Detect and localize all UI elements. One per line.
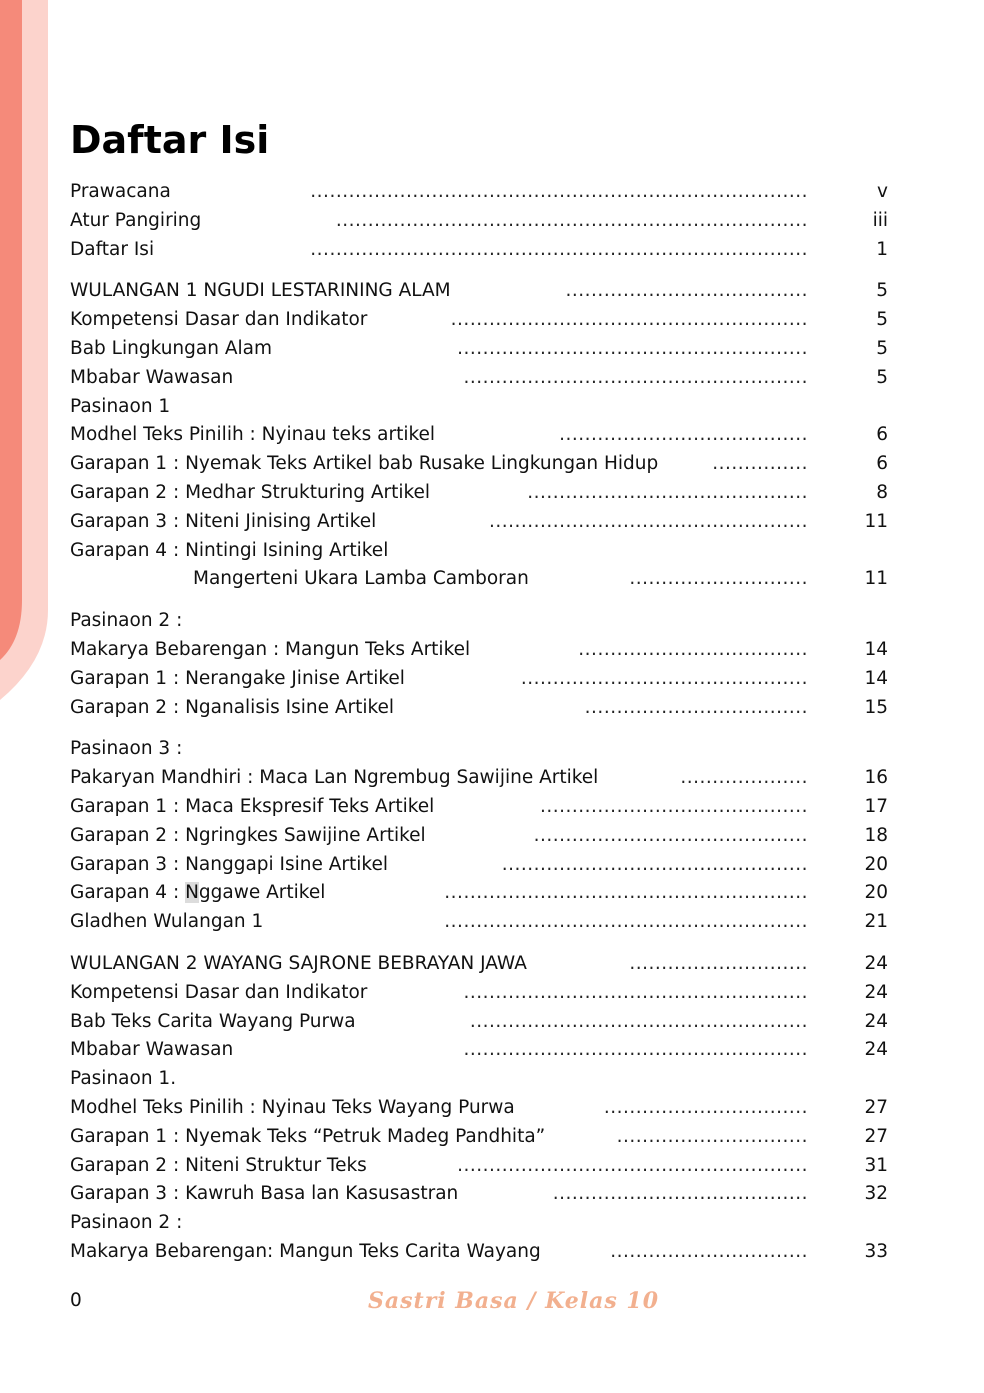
toc-leader-dots: ............................ bbox=[629, 568, 808, 590]
toc-leader-dots: ...................................................... bbox=[463, 366, 808, 388]
toc-leader-dots: ............................................. bbox=[520, 667, 808, 689]
toc-entry-label: WULANGAN 1 NGUDI LESTARINING ALAM bbox=[70, 280, 451, 302]
toc-entry-page: 6 bbox=[876, 424, 888, 446]
toc-entry bbox=[70, 1152, 888, 1181]
toc-entry-label: Garapan 3 : Niteni Jinising Artikel bbox=[70, 510, 377, 532]
toc-entry bbox=[70, 1008, 888, 1037]
toc-entry-page: 32 bbox=[864, 1183, 888, 1205]
toc-leader-dots: ........................................ bbox=[552, 1183, 808, 1205]
toc-entry-label: Makarya Bebarengan: Mangun Teks Carita Wayang bbox=[70, 1240, 541, 1262]
toc-entry-label: Garapan 2 : Medhar Strukturing Artikel bbox=[70, 481, 431, 503]
toc-leader-dots: ...................................................... bbox=[463, 981, 808, 1003]
toc-entry-label: Garapan 2 : Niteni Struktur Teks bbox=[70, 1154, 367, 1176]
toc-entry bbox=[70, 1065, 888, 1094]
toc-entry-label: Garapan 2 : Nganalisis Isine Artikel bbox=[70, 696, 395, 718]
toc-entry bbox=[70, 306, 888, 335]
footer-brand: Sastri Basa / Kelas 10 bbox=[368, 1288, 660, 1314]
toc-leader-dots: ............................... bbox=[610, 1240, 808, 1262]
toc-entry-label: Bab Lingkungan Alam bbox=[70, 337, 273, 359]
toc-entry-label: Bab Teks Carita Wayang Purwa bbox=[70, 1010, 356, 1032]
toc-entry bbox=[70, 393, 888, 422]
toc-entry-page: 24 bbox=[864, 1010, 888, 1032]
toc-entry-label: Kompetensi Dasar dan Indikator bbox=[70, 309, 368, 331]
toc-entry-page: 14 bbox=[864, 667, 888, 689]
toc-entry-label: Pasinaon 1. bbox=[70, 1068, 177, 1090]
toc-leader-dots: .............................................................................. bbox=[310, 238, 808, 260]
toc-entry-label: Garapan 1 : Nyemak Teks Artikel bab Rusake Lingkungan Hidup bbox=[70, 453, 659, 475]
toc-entry-page: 5 bbox=[876, 309, 888, 331]
toc-entry-page: 20 bbox=[864, 853, 888, 875]
toc-entry bbox=[70, 207, 888, 236]
toc-entry bbox=[70, 277, 888, 306]
toc-entry-label: Modhel Teks Pinilih : Nyinau Teks Wayang Purwa bbox=[70, 1096, 515, 1118]
toc-entry-label: Garapan 3 : Kawruh Basa lan Kasusastran bbox=[70, 1183, 459, 1205]
toc-entry bbox=[70, 636, 888, 665]
toc-entry bbox=[70, 735, 888, 764]
toc-leader-dots: ....................................... bbox=[559, 424, 808, 446]
toc-leader-dots: ..................................................... bbox=[469, 1010, 808, 1032]
side-decoration-band bbox=[0, 0, 60, 720]
toc-leader-dots: ...................................... bbox=[565, 280, 808, 302]
toc-leader-dots: ................................ bbox=[603, 1096, 808, 1118]
toc-leader-dots: .............................. bbox=[616, 1125, 808, 1147]
toc-entry-page: 11 bbox=[864, 568, 888, 590]
toc-entry-page: 5 bbox=[876, 280, 888, 302]
table-of-contents bbox=[70, 178, 888, 1267]
toc-entry-label: Pasinaon 2 : bbox=[70, 610, 183, 632]
toc-entry-label: Garapan 1 : Maca Ekspresif Teks Artikel bbox=[70, 795, 435, 817]
toc-entry bbox=[70, 335, 888, 364]
toc-leader-dots: .......................................................................... bbox=[335, 209, 808, 231]
toc-entry bbox=[70, 851, 888, 880]
toc-entry-page: 24 bbox=[864, 1039, 888, 1061]
toc-entry-page: 16 bbox=[864, 767, 888, 789]
toc-leader-dots: ................................... bbox=[584, 696, 808, 718]
toc-entry-page: 33 bbox=[864, 1240, 888, 1262]
toc-leader-dots: ....................................................... bbox=[457, 337, 808, 359]
toc-entry bbox=[70, 450, 888, 479]
toc-entry bbox=[70, 1123, 888, 1152]
toc-entry bbox=[70, 607, 888, 636]
toc-leader-dots: .................................... bbox=[578, 638, 808, 660]
toc-entry bbox=[70, 178, 888, 207]
toc-leader-dots: ........................................................ bbox=[450, 309, 808, 331]
toc-entry bbox=[70, 764, 888, 793]
toc-entry bbox=[70, 950, 888, 979]
toc-leader-dots: .................... bbox=[680, 767, 808, 789]
toc-entry bbox=[70, 1094, 888, 1123]
toc-entry-label: Pasinaon 1 bbox=[70, 395, 171, 417]
toc-entry-label: Mangerteni Ukara Lamba Camboran bbox=[193, 568, 529, 590]
toc-entry-label: Garapan 1 : Nerangake Jinise Artikel bbox=[70, 667, 405, 689]
toc-entry-page: 31 bbox=[864, 1154, 888, 1176]
toc-entry-page: 8 bbox=[876, 481, 888, 503]
toc-entry-page: 21 bbox=[864, 911, 888, 933]
toc-entry-label: Mbabar Wawasan bbox=[70, 1039, 234, 1061]
page-number: 0 bbox=[70, 1290, 82, 1311]
toc-entry-page: 17 bbox=[864, 795, 888, 817]
toc-entry-page: 11 bbox=[864, 510, 888, 532]
toc-entry-label: Garapan 3 : Nanggapi Isine Artikel bbox=[70, 853, 389, 875]
toc-entry-page: 15 bbox=[864, 696, 888, 718]
toc-entry-page: 5 bbox=[876, 337, 888, 359]
toc-entry bbox=[70, 665, 888, 694]
toc-entry-label: Atur Pangiring bbox=[70, 209, 202, 231]
toc-entry-page: 27 bbox=[864, 1096, 888, 1118]
toc-leader-dots: ....................................................... bbox=[457, 1154, 808, 1176]
toc-leader-dots: ........................................... bbox=[533, 824, 808, 846]
toc-entry bbox=[70, 1238, 888, 1267]
toc-entry bbox=[70, 508, 888, 537]
toc-entry-label: Makarya Bebarengan : Mangun Teks Artikel bbox=[70, 638, 471, 660]
toc-entry-page: 5 bbox=[876, 366, 888, 388]
toc-entry bbox=[70, 364, 888, 393]
toc-leader-dots: .............................................................................. bbox=[310, 181, 808, 202]
toc-entry bbox=[70, 908, 888, 937]
toc-entry bbox=[70, 1180, 888, 1209]
toc-entry-page: 6 bbox=[876, 453, 888, 475]
toc-entry-page: 24 bbox=[864, 981, 888, 1003]
toc-entry-page: 27 bbox=[864, 1125, 888, 1147]
toc-entry bbox=[70, 879, 888, 908]
toc-leader-dots: ......................................................... bbox=[444, 911, 808, 933]
toc-entry-label: Mbabar Wawasan bbox=[70, 366, 234, 388]
toc-entry-label: Garapan 4 : Nggawe Artikel bbox=[70, 882, 326, 904]
toc-leader-dots: .......................................... bbox=[540, 795, 808, 817]
toc-entry-label: WULANGAN 2 WAYANG SAJRONE BEBRAYAN JAWA bbox=[70, 952, 527, 974]
toc-entry bbox=[70, 1036, 888, 1065]
toc-entry-page: v bbox=[877, 181, 888, 202]
toc-entry-label: Garapan 4 : Nintingi Isining Artikel bbox=[70, 539, 389, 561]
toc-entry-label: Prawacana bbox=[70, 181, 171, 202]
toc-entry bbox=[70, 479, 888, 508]
toc-leader-dots: ................................................ bbox=[501, 853, 808, 875]
toc-entry-page: 14 bbox=[864, 638, 888, 660]
toc-leader-dots: .................................................. bbox=[488, 510, 808, 532]
toc-entry bbox=[70, 793, 888, 822]
toc-entry-page: 24 bbox=[864, 952, 888, 974]
toc-entry bbox=[70, 979, 888, 1008]
toc-entry-page: 18 bbox=[864, 824, 888, 846]
toc-entry bbox=[70, 1209, 888, 1238]
toc-entry-label: Pasinaon 3 : bbox=[70, 738, 183, 760]
toc-entry-label: Gladhen Wulangan 1 bbox=[70, 911, 264, 933]
toc-leader-dots: ............................................ bbox=[527, 481, 808, 503]
toc-leader-dots: ......................................................... bbox=[444, 882, 808, 904]
toc-entry bbox=[70, 694, 888, 723]
toc-entry-label: Modhel Teks Pinilih : Nyinau teks artikel bbox=[70, 424, 436, 446]
toc-entry-label: Daftar Isi bbox=[70, 238, 155, 260]
toc-entry-page: 1 bbox=[876, 238, 888, 260]
toc-entry bbox=[70, 421, 888, 450]
toc-leader-dots: ............................ bbox=[629, 952, 808, 974]
toc-entry-page: 20 bbox=[864, 882, 888, 904]
toc-entry bbox=[70, 537, 888, 566]
toc-entry bbox=[70, 565, 888, 594]
toc-entry bbox=[70, 822, 888, 851]
toc-entry-page: iii bbox=[872, 209, 888, 231]
toc-entry-label: Kompetensi Dasar dan Indikator bbox=[70, 981, 368, 1003]
toc-entry-label: Garapan 1 : Nyemak Teks “Petruk Madeg Pandhita” bbox=[70, 1125, 546, 1147]
page-title: Daftar Isi bbox=[70, 118, 270, 162]
toc-entry-label: Garapan 2 : Ngringkes Sawijine Artikel bbox=[70, 824, 426, 846]
toc-leader-dots: ............... bbox=[712, 453, 808, 475]
toc-leader-dots: ...................................................... bbox=[463, 1039, 808, 1061]
toc-entry-label: Pasinaon 2 : bbox=[70, 1212, 183, 1234]
toc-entry bbox=[70, 236, 888, 265]
toc-entry-label: Pakaryan Mandhiri : Maca Lan Ngrembug Sawijine Artikel bbox=[70, 767, 599, 789]
